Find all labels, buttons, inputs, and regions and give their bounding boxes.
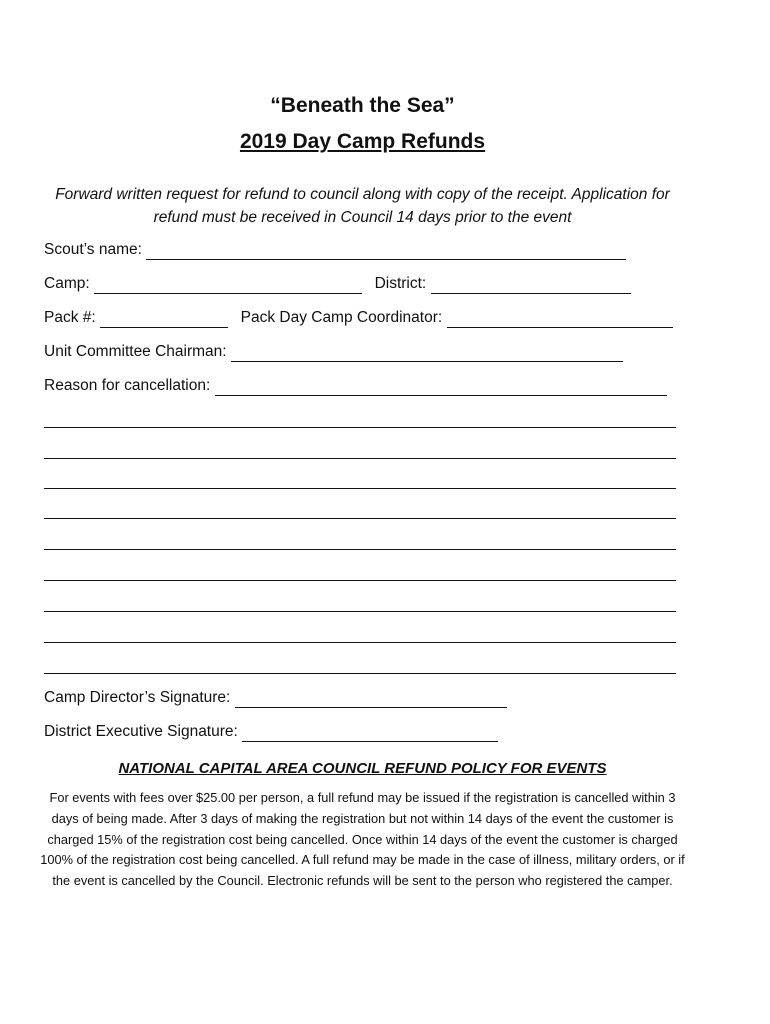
district-executive-signature-label: District Executive Signature:: [44, 723, 238, 740]
camp-director-signature-label: Camp Director’s Signature:: [44, 689, 231, 706]
pack-number-label: Pack #:: [44, 309, 96, 326]
policy-heading: NATIONAL CAPITAL AREA COUNCIL REFUND POLICY FOR EVENTS: [118, 760, 607, 777]
reason-field[interactable]: [215, 377, 667, 396]
reason-line[interactable]: [44, 458, 676, 459]
policy-text: For events with fees over $25.00 per person, a full refund may be issued if the registration is cancelled within 3 days of being made. After 3 days of making the registration but not within 14 days of the event the customer is charged 15% of the registration cost being cancelled. Once within 14 days of the event the customer is charged 100% of the registration cost being cancelled. A full refund may be made in the case of illness, military orders, or if the event is cancelled by the Council. Electronic refunds will be sent to the person who registered the camper.: [40, 790, 685, 889]
pack-coordinator-row: [44, 308, 679, 332]
camp-label: Camp:: [44, 275, 90, 292]
reason-line[interactable]: [44, 427, 676, 428]
district-label: District:: [374, 275, 427, 292]
reason-line[interactable]: [44, 580, 676, 581]
district-executive-signature-row: [44, 722, 504, 746]
document-title: “Beneath the Sea”: [270, 94, 455, 117]
pack-number-field[interactable]: [100, 309, 228, 328]
coordinator-label: Pack Day Camp Coordinator:: [240, 309, 443, 326]
district-executive-signature-field[interactable]: [242, 723, 498, 742]
reason-row: [44, 376, 673, 400]
reason-line[interactable]: [44, 611, 676, 612]
chairman-row: [44, 342, 629, 366]
scout-name-label: Scout’s name:: [44, 241, 142, 258]
camp-field[interactable]: [94, 275, 362, 294]
reason-line[interactable]: [44, 518, 676, 519]
instructions-text: Forward written request for refund to council along with copy of the receipt. Application for refund must be received in Council 14 days prior to the event: [55, 186, 670, 226]
reason-line[interactable]: [44, 549, 676, 550]
reason-line[interactable]: [44, 488, 676, 489]
scout-name-row: [44, 240, 632, 264]
scout-name-field[interactable]: [146, 241, 626, 260]
camp-director-signature-field[interactable]: [235, 689, 507, 708]
chairman-field[interactable]: [231, 343, 623, 362]
reason-line[interactable]: [44, 673, 676, 674]
document-subtitle: 2019 Day Camp Refunds: [239, 130, 486, 153]
chairman-label: Unit Committee Chairman:: [44, 343, 227, 360]
district-field[interactable]: [431, 275, 631, 294]
reason-label: Reason for cancellation:: [44, 377, 211, 394]
coordinator-field[interactable]: [447, 309, 673, 328]
camp-district-row: [44, 274, 637, 298]
camp-director-signature-row: [44, 688, 513, 712]
reason-line[interactable]: [44, 642, 676, 643]
